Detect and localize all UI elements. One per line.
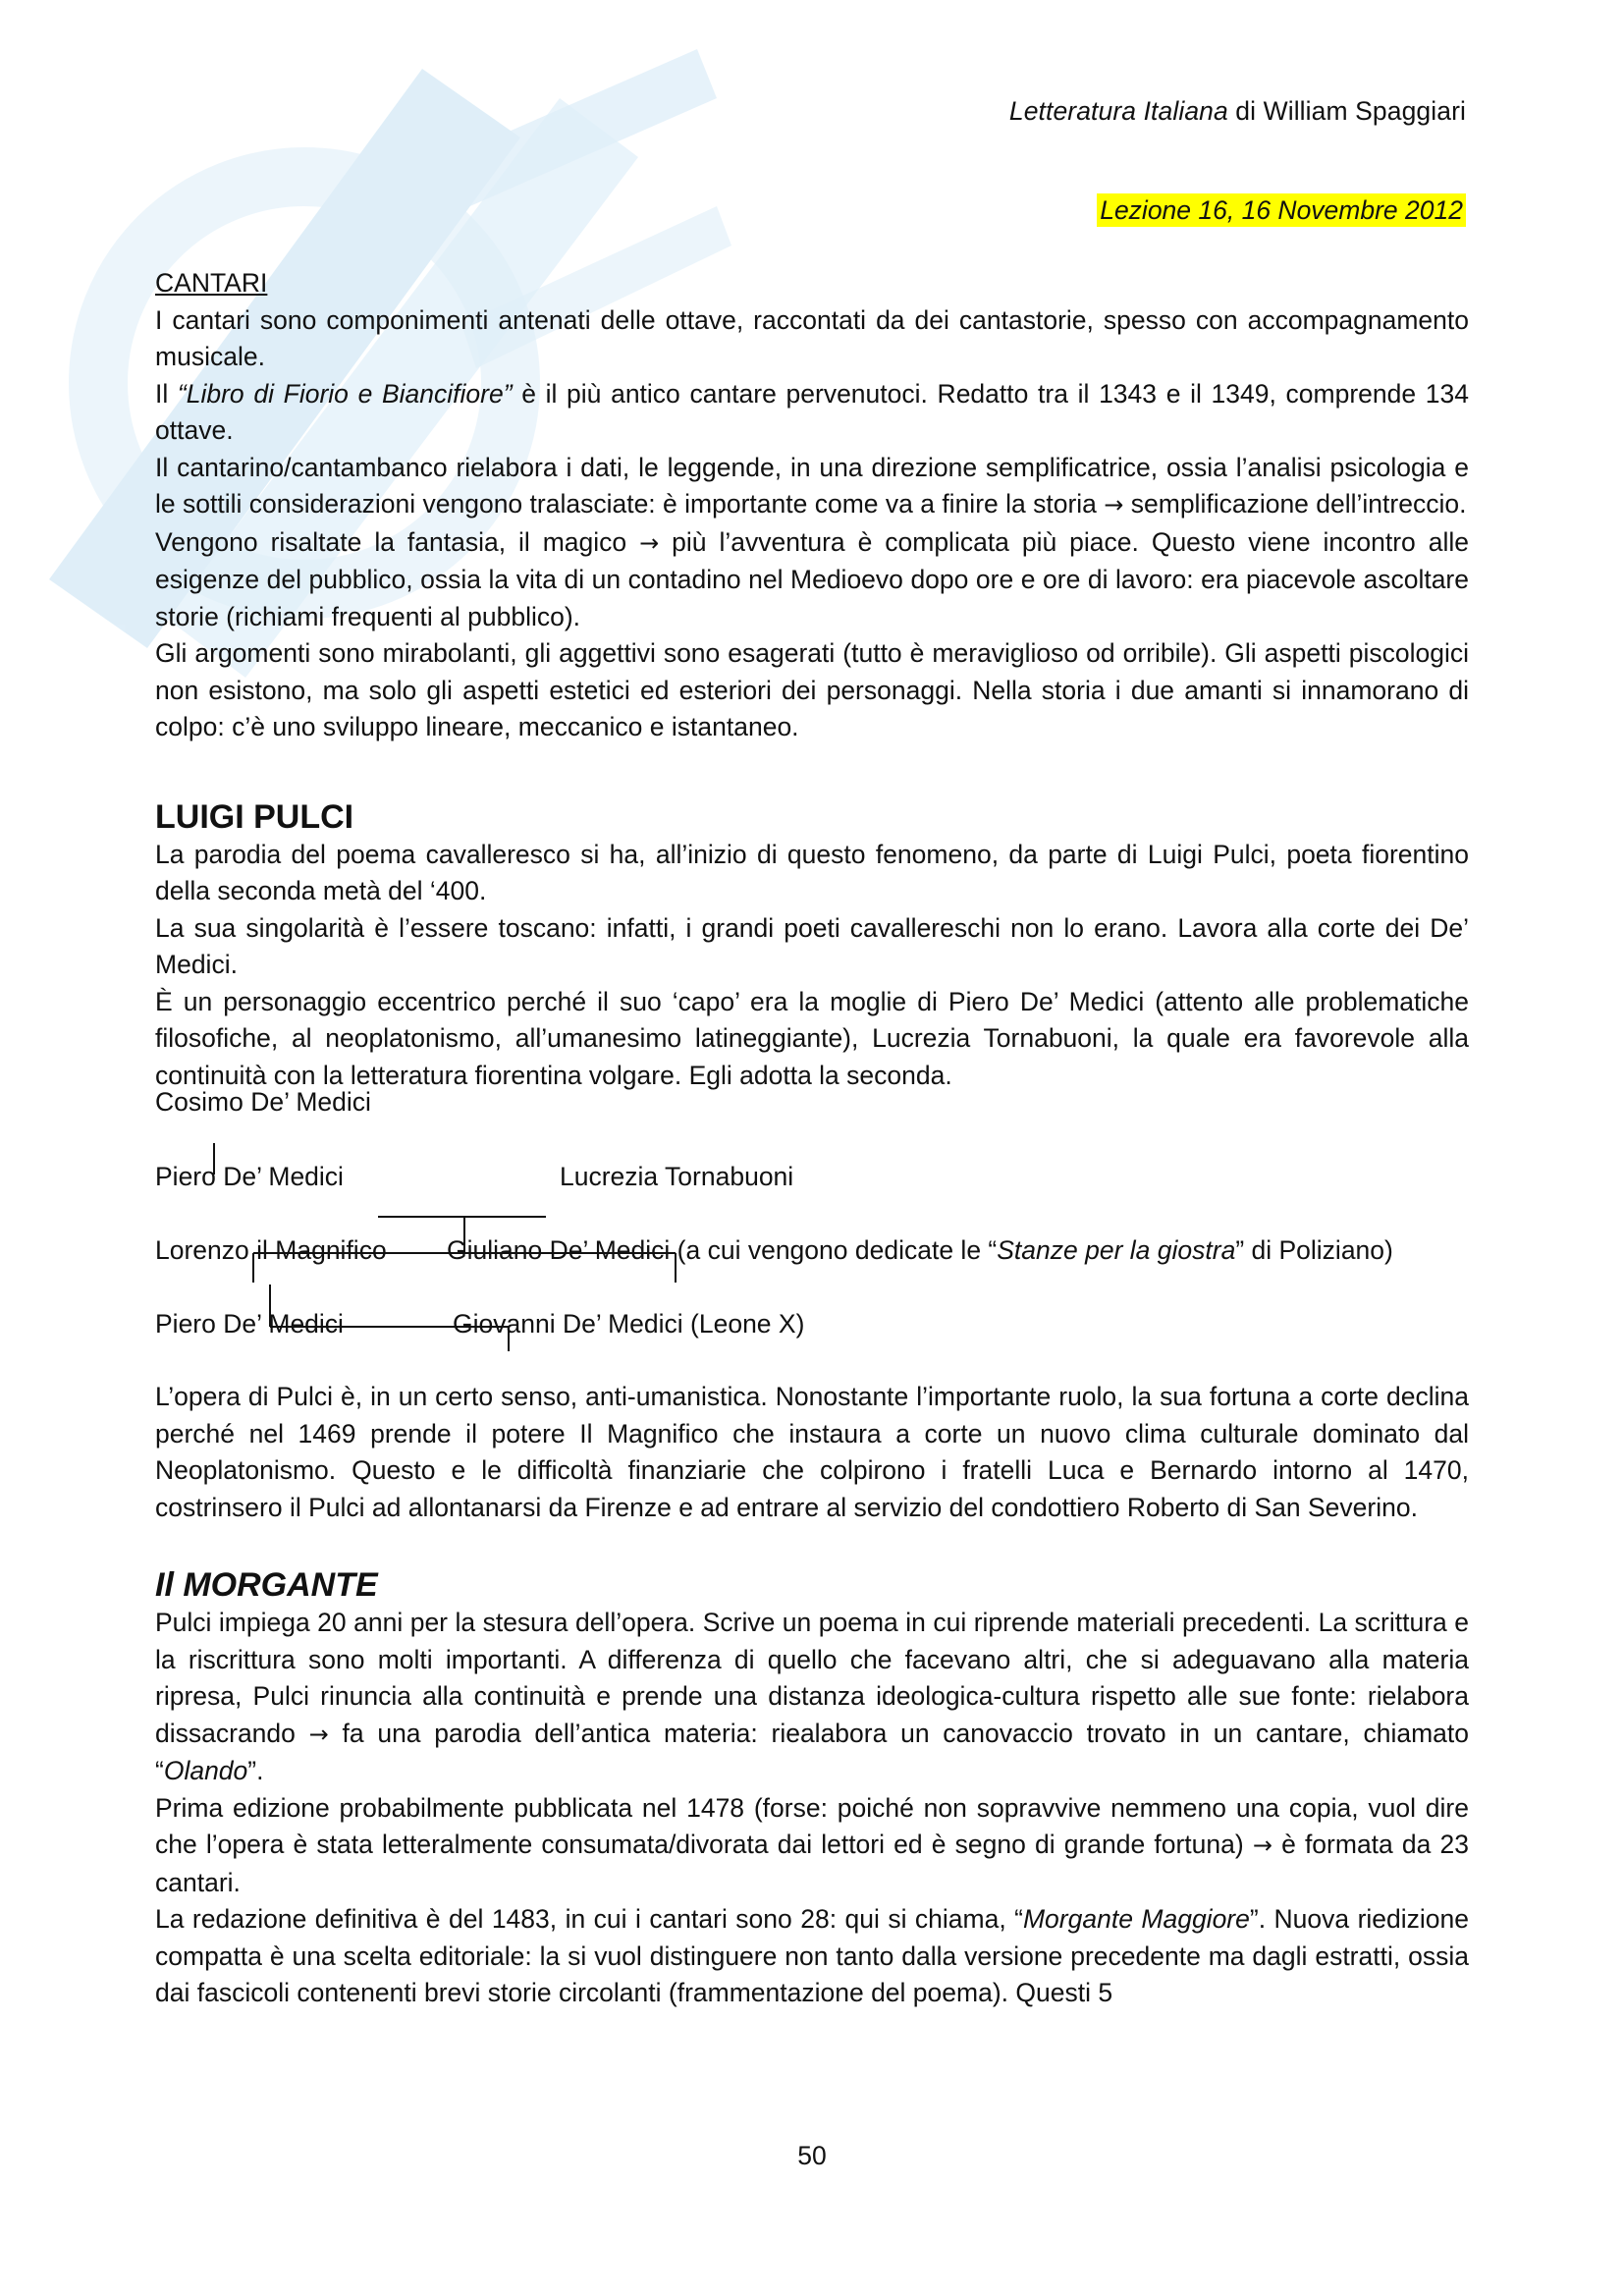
header-lesson: Lezione 16, 16 Novembre 2012 — [1097, 193, 1466, 227]
header-course-title: Letteratura Italiana — [1008, 96, 1228, 126]
text-run: Il — [155, 378, 178, 409]
cantari-heading — [155, 265, 1469, 302]
text-run: Vengono risaltate la fantasia, il magico — [155, 526, 640, 557]
arrow-icon: → — [1104, 491, 1124, 519]
book-title: Morgante Maggiore — [1022, 1904, 1250, 1934]
text-run: è formata da 23 cantari. — [155, 1830, 1469, 1897]
family-tree — [155, 1087, 1469, 1351]
tree-cosimo: Cosimo De’ Medici — [155, 1087, 371, 1117]
cantari-paragraph-3 — [155, 450, 1469, 524]
tree-giovanni: Giovanni De’ Medici (Leone X) — [453, 1309, 805, 1339]
text-run: ”. Nuova riedizione compatta è una scelta editoriale: la si vuol distinguere non tanto dalla versione precedente ma dagli estratti, ossia dai fascicoli contenenti brevi storie circolanti (frammentazione del poema). Questi 5 — [155, 1904, 1469, 2007]
cantari-paragraph-4 — [155, 524, 1469, 636]
tree-piero-2: Piero De’ Medici — [155, 1309, 344, 1339]
tree-lorenzo: Lorenzo il Magnifico — [155, 1235, 387, 1265]
morgante-heading: Il MORGANTE — [155, 1566, 378, 1604]
pulci-paragraph-3: È un personaggio eccentrico perché il suo ‘capo’ era la moglie di Piero De’ Medici (attento alle problematiche filosofiche, al neoplatonismo, all’umanesimo latineggiante), Lucrezia Tornabuoni, la quale era favorevole alla continuità con la letteratura fiorentina volgare. Egli adotta la seconda. — [155, 986, 1469, 1090]
cantari-paragraph-2 — [155, 376, 1469, 450]
text-run: Giuliano De’ Medici (a cui vengono dedicate le “ — [447, 1235, 998, 1265]
text-run: La redazione definitiva è del 1483, in cui i cantari sono 28: qui si chiama, “ — [155, 1904, 1023, 1934]
tree-piero: Piero De’ Medici — [155, 1162, 344, 1191]
arrow-icon: → — [1252, 1831, 1272, 1859]
book-title: Stanze per la giostra — [997, 1235, 1236, 1265]
cantari-paragraph-5: Gli argomenti sono mirabolanti, gli aggettivi sono esagerati (tutto è meraviglioso od orribile). Gli aspetti piscologici non esistono, ma solo gli aspetti estetici ed esteriori dei personaggi. Nella storia i due amanti si innamorano di colpo: c’è uno sviluppo lineare, meccanico e istantaneo. — [155, 638, 1469, 741]
cantari-heading-text: CANTARI — [155, 268, 268, 298]
cantari-paragraph-1: I cantari sono componimenti antenati delle ottave, raccontati da dei cantastorie, spesso con accompagnamento musicale. — [155, 304, 1469, 371]
text-run: è il più antico cantare pervenutoci. Redatto tra il 1343 e il 1349, comprende 134 ottave. — [155, 378, 1469, 445]
morgante-paragraph-1 — [155, 1605, 1469, 1790]
text-run: ”. — [247, 1756, 264, 1785]
text-run: semplificazione dell’intreccio. — [1123, 489, 1467, 519]
header-author — [1009, 96, 1466, 127]
pulci-paragraph-1: La parodia del poema cavalleresco si ha, all’inizio di questo fenomeno, da parte di Luigi Pulci, poeta fiorentino della seconda metà del ‘400. — [155, 839, 1469, 905]
book-title: “Libro di Fiorio e Biancifiore” — [177, 378, 513, 409]
pulci-paragraph-2: La sua singolarità è l’essere toscano: infatti, i grandi poeti cavallereschi non lo erano. Lavora alla corte dei De’ Medici. — [155, 912, 1469, 979]
morgante-paragraph-3 — [155, 1901, 1469, 2012]
header-author-name: di William Spaggiari — [1227, 96, 1466, 126]
pulci-heading: LUIGI PULCI — [155, 797, 354, 836]
text-run: Prima edizione probabilmente pubblicata nel 1478 (forse: poiché non sopravvive nemmeno una copia, vuol dire che l’opera è stata letteralmente consumata/divorata dai lettori ed è segno di grande fortuna) — [155, 1792, 1469, 1859]
page-number: 50 — [797, 2141, 827, 2170]
tree-lucrezia: Lucrezia Tornabuoni — [560, 1162, 794, 1191]
text-run: Il cantarino/cantambanco rielabora i dati, le leggende, in una direzione semplificatrice, ossia l’analisi psicologia e le sottili considerazioni vengono tralasciate: è importante come va a finire la storia — [155, 452, 1469, 519]
pulci-paragraph-4: L’opera di Pulci è, in un certo senso, anti-umanistica. Nonostante l’importante ruolo, la sua fortuna a corte declina perché nel 1469 prende il potere Il Magnifico che instaura a corte un nuovo clima culturale dominato dal Neoplatonismo. Questo e le difficoltà finanziarie che colpirono i fratelli Luca e Bernardo intorno al 1470, costrinsero il Pulci ad allontanarsi da Firenze e ad entrare al servizio del condottiero Roberto di San Severino. — [155, 1382, 1469, 1522]
tree-giuliano — [447, 1232, 1393, 1268]
text-run: ” di Poliziano) — [1235, 1235, 1393, 1265]
book-title: Olando — [163, 1756, 248, 1785]
morgante-paragraph-2 — [155, 1790, 1469, 1902]
page-content — [155, 265, 1469, 2012]
arrow-icon: → — [639, 528, 660, 557]
text-run: più l’avventura è complicata più piace. Questo viene incontro alle esigenze del pubblico, ossia la vita di un contadino nel Medioevo dopo ore e ore di lavoro: era piacevole ascoltare storie (richiami frequenti al pubblico). — [155, 526, 1469, 631]
text-run: fa una parodia dell’antica materia: riealabora un canovaccio trovato in un cantare, chiamato “ — [155, 1718, 1469, 1785]
arrow-icon: → — [308, 1720, 329, 1748]
text-run: Pulci impiega 20 anni per la stesura dell’opera. Scrive un poema in cui riprende materiali precedenti. La scrittura e la riscrittura sono molti importanti. A differenza di quello che facevano altri, che si adeguavano alla materia ripresa, Pulci rinuncia alla continuità e prende una distanza ideologica-cultura rispetto alle sue fonte: rielabora dissacrando — [155, 1608, 1469, 1748]
